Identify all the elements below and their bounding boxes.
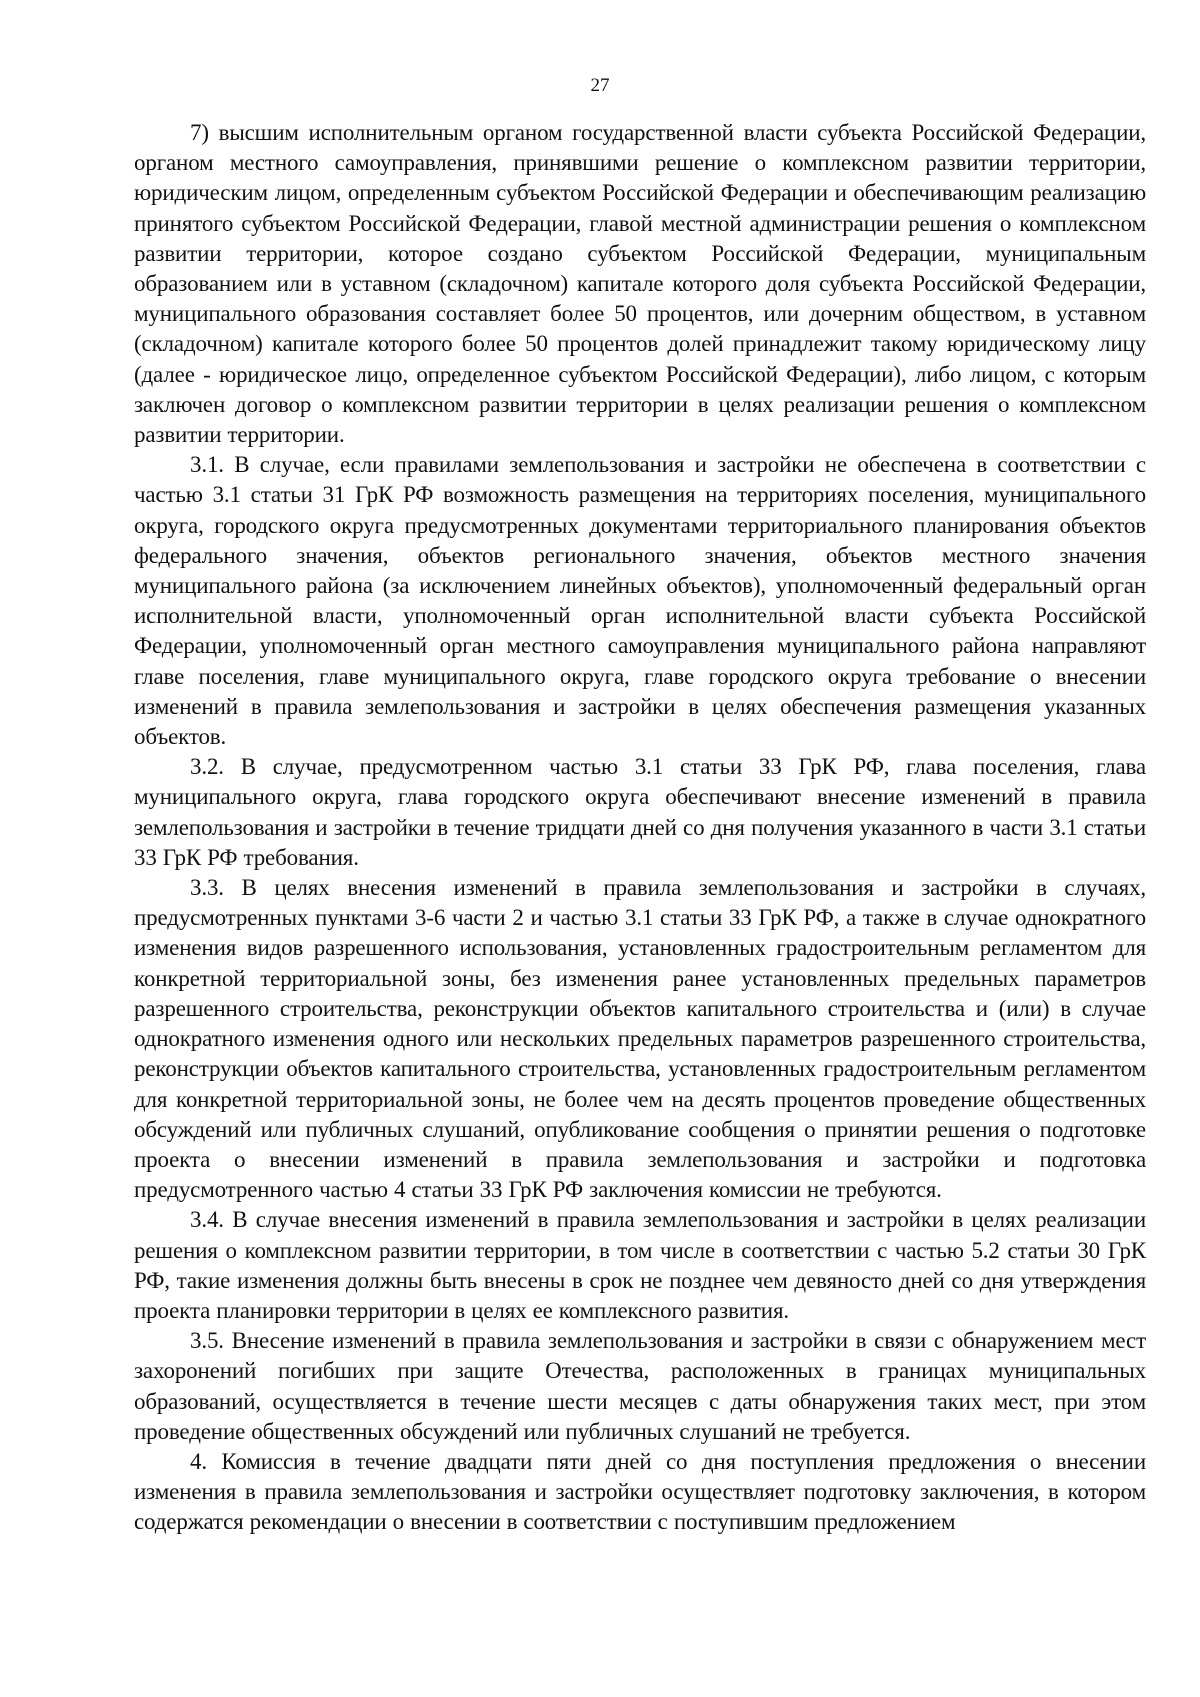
paragraph-3-3: 3.3. В целях внесения изменений в правила землепользования и застройки в случаях, предусмотренных пунктами 3-6 части 2 и частью 3.1 статьи 33 ГрК РФ, а также в случае однократного изменения видов разрешенного использования, установленных градостроительным регламентом для конкретной территориальной зоны, без изменения ранее установленных предельных параметров разрешенного строительства, реконструкции объектов капитального строительства и (или) в случае однократного изменения одного или нескольких предельных параметров разрешенного строительства, реконструкции объектов капитального строительства, установленных градостроительным регламентом для конкретной территориальной зоны, не более чем на десять процентов проведение общественных обсуждений или публичных слушаний, опубликование сообщения о принятии решения о подготовке проекта о внесении изменений в правила землепользования и застройки и подготовка предусмотренного частью 4 статьи 33 ГрК РФ заключения комиссии не требуются.	[134, 875, 1146, 1203]
paragraph-3-4: 3.4. В случае внесения изменений в правила землепользования и застройки в целях реализации решения о комплексном развитии территории, в том числе в соответствии с частью 5.2 статьи 30 ГрК РФ, такие изменения должны быть внесены в срок не позднее чем девяносто дней со дня утверждения проекта планировки территории в целях ее комплексного развития.	[134, 1207, 1146, 1323]
page-number: 27	[590, 75, 610, 96]
paragraph-3-1: 3.1. В случае, если правилами землепользования и застройки не обеспечена в соответствии с частью 3.1 статьи 31 ГрК РФ возможность размещения на территориях поселения, муниципального округа, городского округа предусмотренных документами территориального планирования объектов федерального значения, объектов регионального значения, объектов местного значения муниципального района (за исключением линейных объектов), уполномоченный федеральный орган исполнительной власти, уполномоченный орган исполнительной власти субъекта Российской Федерации, уполномоченный орган местного самоуправления муниципального района направляют главе поселения, главе муниципального округа, главе городского округа требование о внесении изменений в правила землепользования и застройки в целях обеспечения размещения указанных объектов.	[134, 452, 1146, 750]
paragraph-3-2: 3.2. В случае, предусмотренном частью 3.1 статьи 33 ГрК РФ, глава поселения, глава муниципального округа, глава городского округа обеспечивают внесение изменений в правила землепользования и застройки в течение тридцати дней со дня получения указанного в части 3.1 статьи 33 ГрК РФ требования.	[134, 754, 1146, 870]
paragraph-3-5: 3.5. Внесение изменений в правила землепользования и застройки в связи с обнаружением мест захоронений погибших при защите Отечества, расположенных в границах муниципальных образований, осуществляется в течение шести месяцев с даты обнаружения таких мест, при этом проведение общественных обсуждений или публичных слушаний не требуется.	[134, 1328, 1146, 1444]
paragraph-item-7: 7) высшим исполнительным органом государственной власти субъекта Российской Федерации, органом местного самоуправления, принявшими решение о комплексном развитии территории, юридическим лицом, определенным субъектом Российской Федерации и обеспечивающим реализацию принятого субъектом Российской Федерации, главой местной администрации решения о комплексном развитии территории, которое создано субъектом Российской Федерации, муниципальным образованием или в уставном (складочном) капитале которого доля субъекта Российской Федерации, муниципального образования составляет более 50 процентов, или дочерним обществом, в уставном (складочном) капитале которого более 50 процентов долей принадлежит такому юридическому лицу (далее - юридическое лицо, определенное субъектом Российской Федерации), либо лицом, с которым заключен договор о комплексном развитии территории в целях реализации решения о комплексном развитии территории.	[134, 120, 1146, 448]
body-text	[134, 118, 1146, 1538]
paragraph-4: 4. Комиссия в течение двадцати пяти дней со дня поступления предложения о внесении изменения в правила землепользования и застройки осуществляет подготовку заключения, в котором содержатся рекомендации о внесении в соответствии с поступившим предложением	[134, 1448, 1146, 1535]
